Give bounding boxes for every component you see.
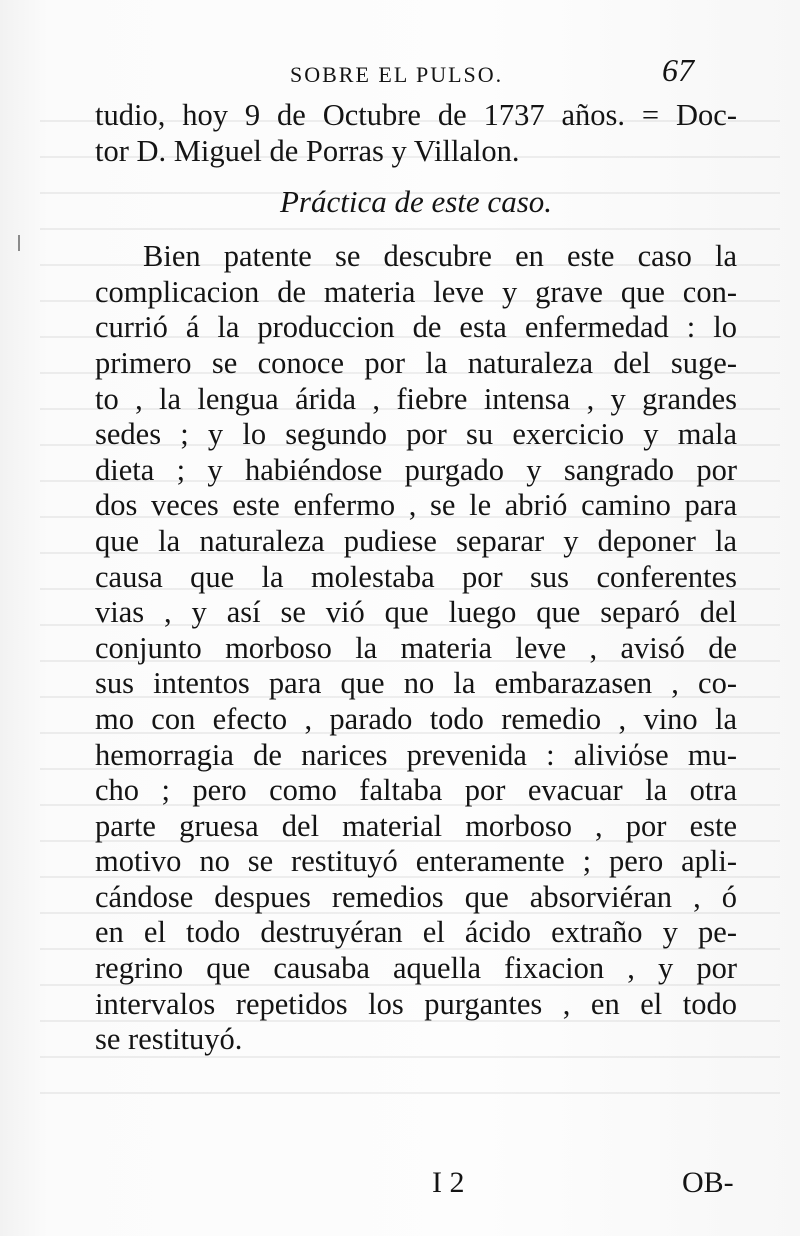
- text-line: cándose despues remedios que absorviéran , ó: [95, 879, 737, 914]
- text-block: [95, 98, 737, 1058]
- catchword: OB-: [682, 1166, 734, 1199]
- section-heading: Práctica de este caso.: [279, 184, 553, 220]
- text-line: tudio, hoy 9 de Octubre de 1737 años. = Doc-: [95, 98, 737, 132]
- text-line: primero se conoce por la naturaleza del suge-: [95, 345, 737, 380]
- text-line: hemorragia de narices prevenida : aliviόse mu-: [95, 737, 737, 772]
- text-line: en el todo destruyéran el ácido extraño y pe-: [95, 915, 737, 950]
- text-line: Bien patente se descubre en este caso la: [143, 239, 737, 274]
- text-line: sedes ; y lo segundo por su exercicio y mala: [95, 417, 737, 452]
- text-line: dos veces este enfermo , se le abrió camino para: [95, 488, 737, 523]
- margin-mark: [18, 235, 20, 251]
- text-line: to , la lengua árida , fiebre intensa , y grandes: [95, 381, 737, 416]
- running-head: SOBRE EL PULSO.: [290, 62, 504, 87]
- text-line: que la naturaleza pudiese separar y deponer la: [95, 523, 737, 558]
- text-line: mo con efecto , parado todo remedio , vino la: [95, 701, 737, 736]
- text-line: conjunto morboso la materia leve , avisó de: [95, 630, 737, 665]
- text-line: causa que la molestaba por sus conferentes: [95, 559, 737, 594]
- text-line: parte gruesa del material morboso , por este: [95, 808, 737, 843]
- signature-mark: I 2: [432, 1166, 465, 1199]
- text-line: sus intentos para que no la embarazasen , co-: [95, 666, 737, 701]
- text-line: motivo no se restituyó enteramente ; pero apli-: [95, 844, 737, 879]
- text-line: regrino que causaba aquella fixacion , y por: [95, 951, 737, 986]
- text-line: se restituyó.: [95, 1022, 243, 1057]
- text-line: currió á la produccion de esta enfermedad : lo: [95, 310, 737, 345]
- text-line: vias , y así se vió que luego que separó del: [95, 595, 737, 630]
- text-line: intervalos repetidos los purgantes , en el todo: [95, 986, 737, 1021]
- text-line: cho ; pero como faltaba por evacuar la otra: [95, 773, 737, 808]
- text-line: tor D. Miguel de Porras y Villalon.: [95, 133, 520, 168]
- page-number: 67: [662, 52, 694, 88]
- text-line: dieta ; y habiéndose purgado y sangrado por: [95, 452, 737, 487]
- text-line: complicacion de materia leve y grave que con-: [95, 274, 737, 309]
